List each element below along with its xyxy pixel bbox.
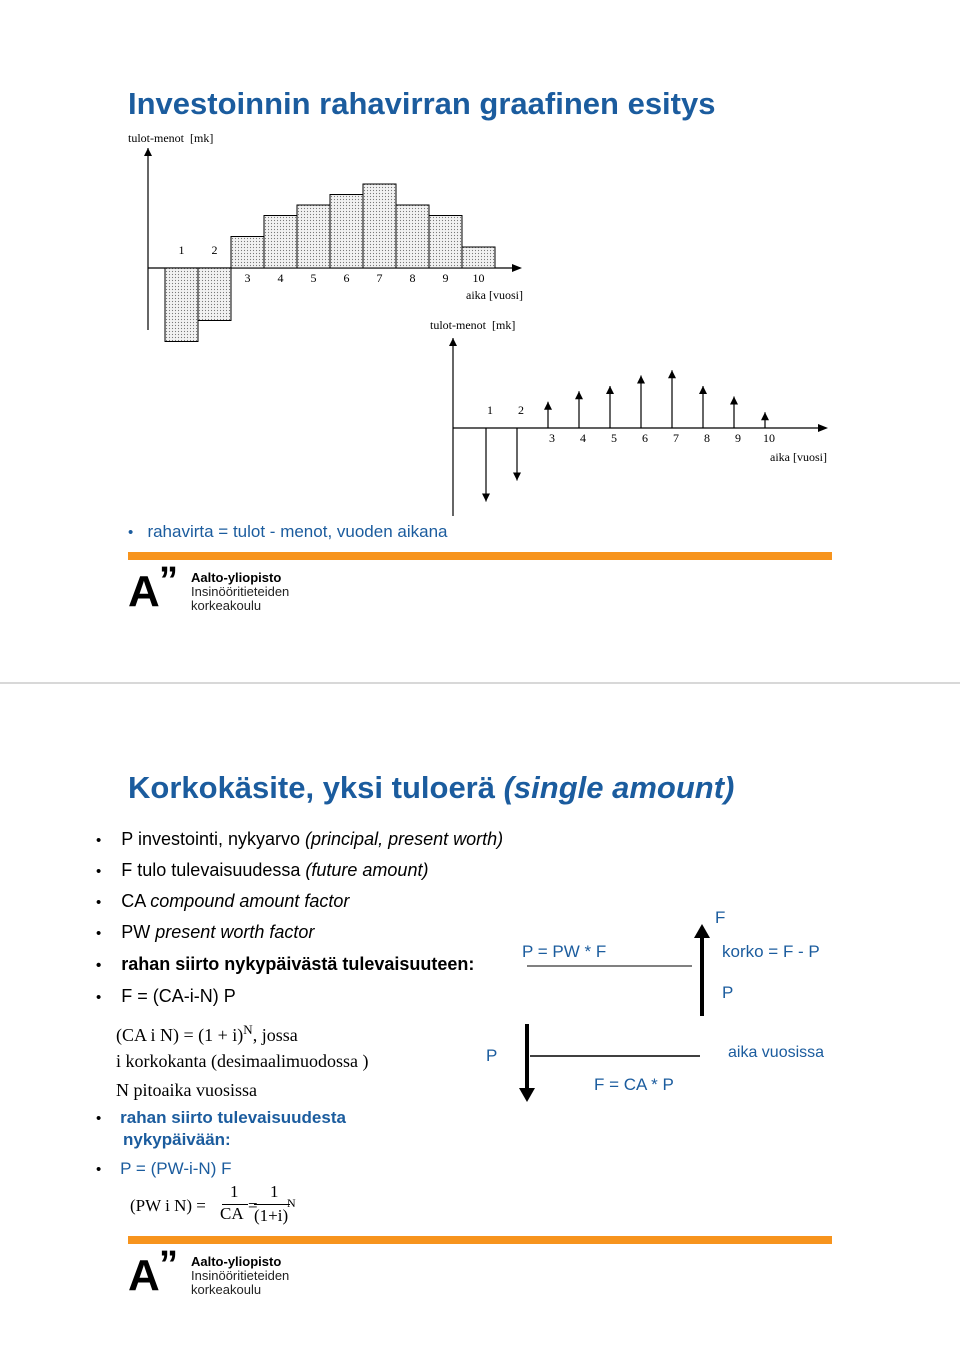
- chart2-arrowhead-icon: [637, 376, 645, 384]
- bullet-dot-icon: •: [96, 832, 102, 849]
- aalto-logo-line2: Insinööritieteiden: [191, 1268, 290, 1283]
- aalto-logo: [128, 1244, 328, 1300]
- bullet-transfer-present-line2: nykypäivään:: [123, 1130, 231, 1149]
- bullet-p-formula: • P = (PW-i-N) F: [96, 1159, 232, 1178]
- chart2-tick-label: 6: [642, 431, 648, 445]
- bullet-future: • F tulo tulevaisuudessa (future amount): [96, 860, 429, 880]
- diagram-eq-top: P = PW * F: [522, 942, 607, 961]
- formula-i-definition: i korkokanta (desimaalimuodossa ): [116, 1051, 369, 1071]
- chart1-xlabel: aika [vuosi]: [466, 288, 523, 302]
- bullet-dot-icon: •: [96, 894, 102, 911]
- chart2-arrowhead-icon: [513, 473, 521, 481]
- chart2-ylabel: tulot-menot [mk]: [430, 318, 516, 332]
- aalto-logo-line1: Aalto-yliopisto: [191, 570, 282, 585]
- chart2-arrowhead-icon: [668, 370, 676, 378]
- chart2-tick-label: 5: [611, 431, 617, 445]
- formula-ca: (CA i $N) = (1 + i)^N$, jossa: [116, 1022, 298, 1045]
- bullet-dot-icon: •: [96, 925, 102, 942]
- aalto-logo-quote-icon: ”: [159, 560, 178, 602]
- chart2-tick-label: 10: [763, 431, 775, 445]
- chart1-tick-label: 8: [409, 271, 416, 285]
- bullet-dot-icon: •: [96, 1161, 102, 1178]
- bullet-dot-icon: •: [96, 863, 102, 880]
- aalto-logo-quote-icon: ”: [159, 1244, 178, 1286]
- orange-divider-bar: [128, 552, 832, 560]
- chart2-tick-label: 9: [735, 431, 741, 445]
- bullet-cashflow: • rahavirta = tulot - menot, vuoden aikana: [128, 522, 448, 541]
- chart2-arrowhead-icon: [761, 412, 769, 420]
- slide-cashflow-graph: [0, 0, 960, 683]
- slide-title: Investoinnin rahavirran graafinen esitys: [128, 86, 716, 121]
- chart1-tick-label: 10: [472, 271, 485, 285]
- bullet-f-formula: • F = (CA-i-N) P: [96, 986, 236, 1006]
- chart2-arrowhead-icon: [575, 391, 583, 399]
- bullet-transfer-present: • rahan siirto tulevaisuudesta: [96, 1108, 346, 1127]
- aalto-logo-line1: Aalto-yliopisto: [191, 1254, 282, 1269]
- diagram-label-korko: korko = F - P: [722, 942, 820, 961]
- chart2-arrowhead-icon: [482, 494, 490, 502]
- chart2-tick-label: 1: [487, 403, 493, 417]
- chart2-arrowhead-icon: [730, 397, 738, 405]
- diagram-eq-bottom: F = CA * P: [594, 1075, 674, 1094]
- formula-pw: (PW i N) = 1 CA = 1 (1+i) N: [130, 1182, 296, 1225]
- chart2-tick-label: 4: [580, 431, 586, 445]
- chart2-tick-label: 7: [673, 431, 679, 445]
- bullet-dot-icon: •: [96, 1110, 102, 1127]
- diagram-label-p-left: P: [486, 1046, 498, 1065]
- chart1-tick-label: 7: [376, 271, 383, 285]
- aalto-logo-line2: Insinööritieteiden: [191, 584, 290, 599]
- diagram-label-aika: aika vuosissa: [728, 1044, 825, 1061]
- bullet-dot-icon: •: [128, 524, 134, 541]
- bullet-ca: • CA compound amount factor: [96, 891, 350, 911]
- aalto-logo-line3: korkeakoulu: [191, 1282, 262, 1297]
- aalto-logo-letter: A: [128, 1251, 160, 1300]
- chart1-tick-label: 2: [211, 243, 218, 257]
- bullet-principal: • P investointi, nykyarvo (principal, present worth): [96, 829, 504, 849]
- chart2-cashflow-arrows: [0, 0, 960, 520]
- bullet-pw: • PW present worth factor: [96, 922, 315, 942]
- chart1-tick-label: 9: [442, 271, 449, 285]
- formula-n-definition: N pitoaika vuosissa: [116, 1080, 257, 1100]
- chart2-arrowhead-icon: [606, 386, 614, 394]
- chart1-tick-label: 6: [343, 271, 350, 285]
- bullet-transfer-future: • rahan siirto nykypäivästä tulevaisuuteen:: [96, 954, 475, 974]
- bullet-dot-icon: •: [96, 957, 102, 974]
- chart2-xlabel: aika [vuosi]: [770, 450, 827, 464]
- chart2-x-axis-arrow-icon: [818, 424, 828, 432]
- chart2-arrowhead-icon: [699, 386, 707, 394]
- chart2-y-axis-arrow-icon: [449, 338, 457, 346]
- aalto-logo: [128, 560, 328, 616]
- chart2-tick-label: 2: [518, 403, 524, 417]
- chart1-ylabel: tulot-menot [mk]: [128, 131, 214, 145]
- orange-divider-bar: [128, 1236, 832, 1244]
- bullet-dot-icon: •: [96, 989, 102, 1006]
- slide-single-amount: [0, 684, 960, 1367]
- chart1-tick-label: 5: [310, 271, 317, 285]
- aalto-logo-line3: korkeakoulu: [191, 598, 262, 613]
- chart1-tick-label: 3: [244, 271, 251, 285]
- diagram-label-f: F: [715, 908, 726, 927]
- aalto-logo-letter: A: [128, 567, 160, 616]
- chart1-tick-label: 4: [277, 271, 284, 285]
- chart2-arrowhead-icon: [544, 402, 552, 410]
- diagram-label-p-right: P: [722, 983, 734, 1002]
- chart1-tick-label: 1: [178, 243, 185, 257]
- chart2-tick-label: 3: [549, 431, 555, 445]
- slide-title: Korkokäsite, yksi tuloerä (single amount): [128, 770, 735, 805]
- chart2-tick-label: 8: [704, 431, 710, 445]
